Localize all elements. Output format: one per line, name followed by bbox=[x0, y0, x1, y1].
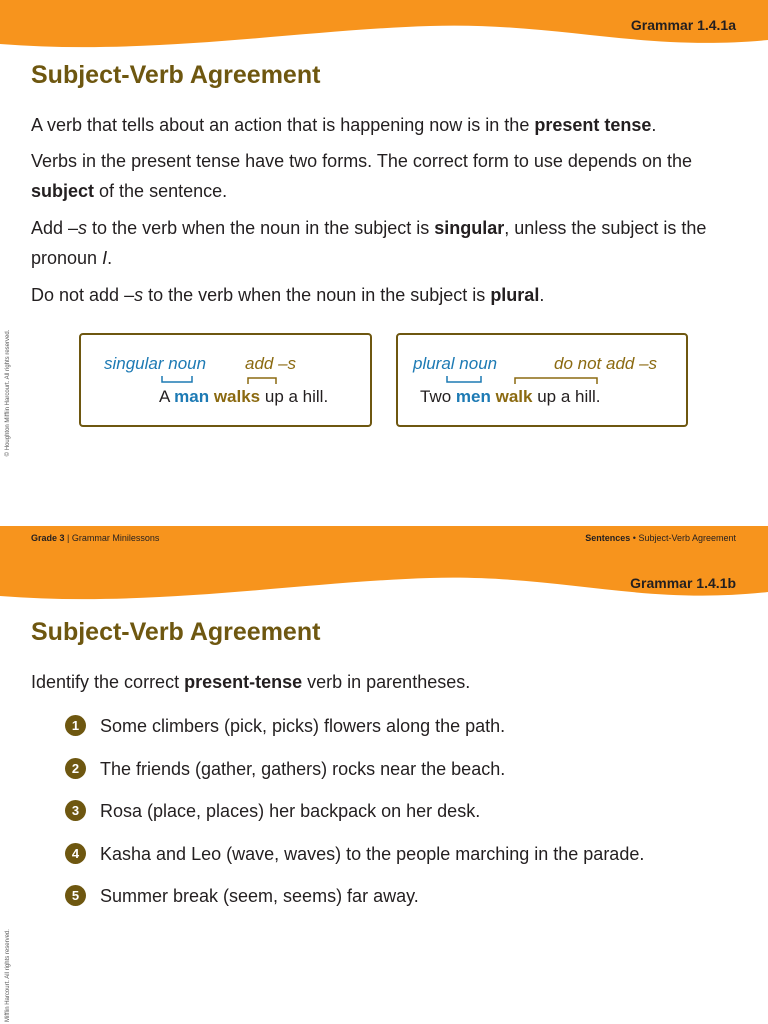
paragraph-two-forms: Verbs in the present tense have two forms. The correct form to use depends on the subject of the sentence. bbox=[31, 151, 693, 201]
paragraph-plural-rule: Do not add –s to the verb when the noun in the subject is plural. bbox=[31, 285, 545, 305]
number-badge: 3 bbox=[65, 800, 86, 821]
do-not-add-s-label: do not add –s bbox=[554, 354, 658, 373]
noun-men: men bbox=[455, 387, 491, 406]
copyright-notice: © Houghton Mifflin Harcourt. All rights reserved. bbox=[5, 329, 11, 456]
add-s-label: add –s bbox=[245, 354, 297, 373]
question-text: Summer break (seem, seems) far away. bbox=[100, 886, 419, 906]
number-badge: 5 bbox=[65, 885, 86, 906]
lesson-code: Grammar 1.4.1a bbox=[630, 17, 736, 33]
paragraph-present-tense: A verb that tells about an action that is happening now is in the present tense. bbox=[31, 115, 657, 135]
copyright-notice: Mifflin Harcourt. All rights reserved. bbox=[5, 929, 11, 1022]
noun-bracket bbox=[446, 376, 482, 384]
verb-walks: walks bbox=[213, 387, 261, 406]
footer-left: Grade 3 | Grammar Minilessons bbox=[31, 533, 160, 543]
verb-bracket bbox=[514, 376, 598, 384]
page-title: Subject-Verb Agreement bbox=[31, 618, 321, 646]
question-text: Some climbers (pick, picks) flowers along the path. bbox=[100, 716, 506, 736]
noun-bracket bbox=[161, 376, 193, 384]
example-box-singular bbox=[79, 333, 372, 427]
instructions: Identify the correct present-tense verb in parentheses. bbox=[31, 672, 471, 692]
footer-right: Sentences • Subject-Verb Agreement bbox=[585, 533, 736, 543]
verb-bracket bbox=[247, 376, 277, 384]
example-sentence-plural: Two men walk up a hill. bbox=[420, 387, 601, 406]
number-badge: 4 bbox=[65, 843, 86, 864]
question-text: The friends (gather, gathers) rocks near the beach. bbox=[100, 759, 506, 779]
paragraph-singular-rule: Add –s to the verb when the noun in the subject is singular, unless the subject is the pronoun I. bbox=[31, 218, 707, 268]
example-sentence-singular: A man walks up a hill. bbox=[159, 387, 329, 406]
lesson-code: Grammar 1.4.1b bbox=[630, 575, 736, 591]
noun-man: man bbox=[174, 387, 210, 406]
number-badge: 2 bbox=[65, 758, 86, 779]
number-badge: 1 bbox=[65, 715, 86, 736]
page-title: Subject-Verb Agreement bbox=[31, 61, 321, 89]
example-box-plural bbox=[396, 333, 688, 427]
singular-noun-label: singular noun bbox=[104, 354, 207, 373]
verb-walk: walk bbox=[495, 387, 533, 406]
plural-noun-label: plural noun bbox=[413, 354, 498, 373]
question-text: Kasha and Leo (wave, waves) to the people marching in the parade. bbox=[100, 844, 645, 864]
question-text: Rosa (place, places) her backpack on her desk. bbox=[100, 801, 481, 821]
page-1-4-1b bbox=[0, 526, 768, 1024]
page-footer bbox=[0, 526, 768, 548]
